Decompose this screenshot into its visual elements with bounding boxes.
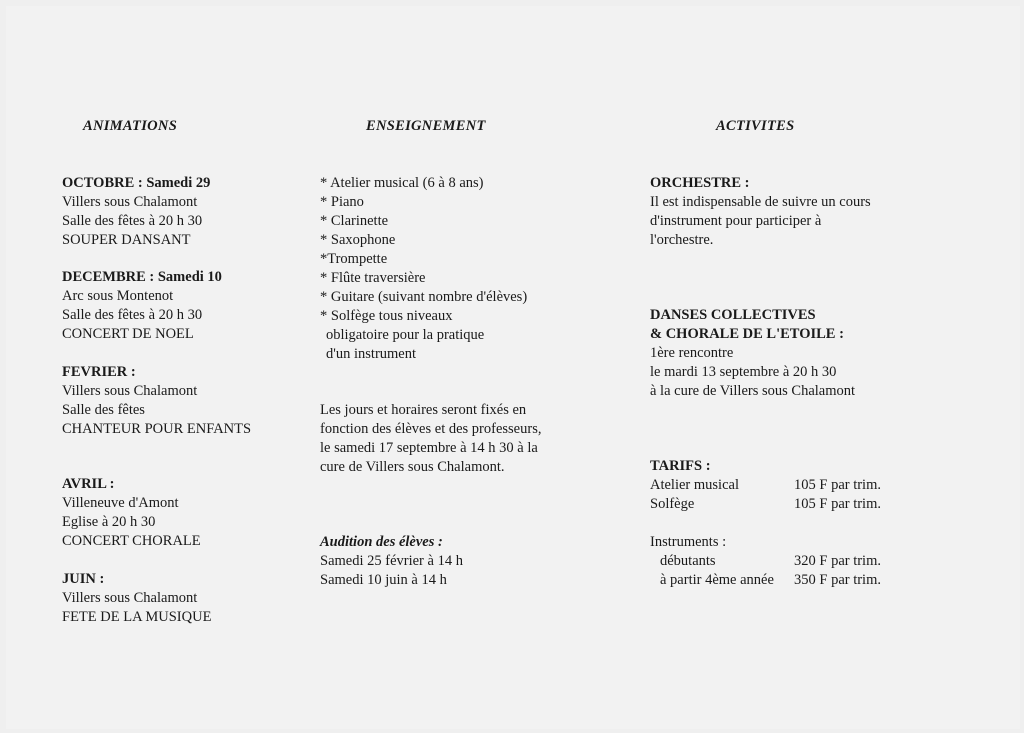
event-title: DECEMBRE : Samedi 10 [62, 269, 222, 285]
tarif-price: 105 F par trim. [794, 477, 881, 493]
tarif-label: Solfège [650, 496, 695, 512]
schedule-line: Les jours et horaires seront fixés en [320, 402, 527, 418]
course-item: d'un instrument [326, 346, 417, 362]
tarif-label: Atelier musical [650, 477, 739, 493]
course-item: obligatoire pour la pratique [326, 327, 485, 343]
tarif-label: débutants [660, 553, 716, 569]
event-line: Villers sous Chalamont [62, 590, 198, 606]
event-line: Salle des fêtes à 20 h 30 [62, 307, 203, 323]
orchestre-line: l'orchestre. [650, 232, 714, 248]
tarif-price: 350 F par trim. [794, 572, 881, 588]
course-item: * Atelier musical (6 à 8 ans) [320, 175, 484, 191]
heading-enseignement: ENSEIGNEMENT [366, 118, 486, 134]
danses-title: & CHORALE DE L'ETOILE : [650, 326, 844, 342]
schedule-note [320, 401, 541, 477]
course-item: * Saxophone [320, 232, 396, 248]
event-line: CHANTEUR POUR ENFANTS [62, 421, 252, 437]
event-avril [62, 475, 201, 551]
event-line: Salle des fêtes à 20 h 30 [62, 213, 203, 229]
tarif-row [650, 571, 890, 590]
danses-title: DANSES COLLECTIVES [650, 307, 816, 323]
danses-section [650, 306, 855, 401]
danses-line: 1ère rencontre [650, 345, 734, 361]
event-line: FETE DE LA MUSIQUE [62, 609, 212, 625]
event-line: CONCERT DE NOEL [62, 326, 194, 342]
instruments-label: Instruments : [650, 534, 727, 550]
danses-line: le mardi 13 septembre à 20 h 30 [650, 364, 837, 380]
audition-line: Samedi 25 février à 14 h [320, 553, 463, 569]
course-item: * Piano [320, 194, 364, 210]
schedule-line: fonction des élèves et des professeurs, [320, 421, 542, 437]
orchestre-line: Il est indispensable de suivre un cours [650, 194, 871, 210]
tarif-row [650, 495, 890, 514]
schedule-line: le samedi 17 septembre à 14 h 30 à la [320, 440, 538, 456]
tarif-label: à partir 4ème année [660, 572, 774, 588]
tarifs-section [650, 457, 890, 590]
course-item: * Flûte traversière [320, 270, 426, 286]
event-title: JUIN : [62, 571, 105, 587]
tarif-row [650, 476, 890, 495]
tarif-price: 320 F par trim. [794, 553, 881, 569]
course-item: * Guitare (suivant nombre d'élèves) [320, 289, 528, 305]
event-decembre [62, 268, 222, 344]
danses-line: à la cure de Villers sous Chalamont [650, 383, 856, 399]
event-fevrier [62, 363, 251, 439]
tarif-row [650, 552, 890, 571]
event-line: Villers sous Chalamont [62, 194, 198, 210]
orchestre-title: ORCHESTRE : [650, 175, 750, 191]
event-line: CONCERT CHORALE [62, 533, 201, 549]
event-line: Villeneuve d'Amont [62, 495, 179, 511]
event-title: FEVRIER : [62, 364, 136, 380]
event-title: AVRIL : [62, 476, 115, 492]
event-octobre [62, 174, 210, 250]
course-item: * Clarinette [320, 213, 389, 229]
audition-title: Audition des élèves : [320, 534, 443, 550]
course-item: * Solfège tous niveaux [320, 308, 453, 324]
audition-line: Samedi 10 juin à 14 h [320, 572, 447, 588]
orchestre-line: d'instrument pour participer à [650, 213, 822, 229]
course-list [320, 174, 527, 364]
event-line: Arc sous Montenot [62, 288, 174, 304]
audition-section [320, 533, 463, 590]
event-title: OCTOBRE : Samedi 29 [62, 175, 211, 191]
heading-activites: ACTIVITES [716, 118, 795, 134]
orchestre-section [650, 174, 871, 250]
event-line: Villers sous Chalamont [62, 383, 198, 399]
tarif-price: 105 F par trim. [794, 496, 881, 512]
course-item: *Trompette [320, 251, 388, 267]
tarifs-title: TARIFS : [650, 458, 711, 474]
heading-animations: ANIMATIONS [83, 118, 178, 134]
event-line: SOUPER DANSANT [62, 232, 191, 248]
event-juin [62, 570, 211, 627]
schedule-line: cure de Villers sous Chalamont. [320, 459, 505, 475]
event-line: Eglise à 20 h 30 [62, 514, 156, 530]
event-line: Salle des fêtes [62, 402, 145, 418]
